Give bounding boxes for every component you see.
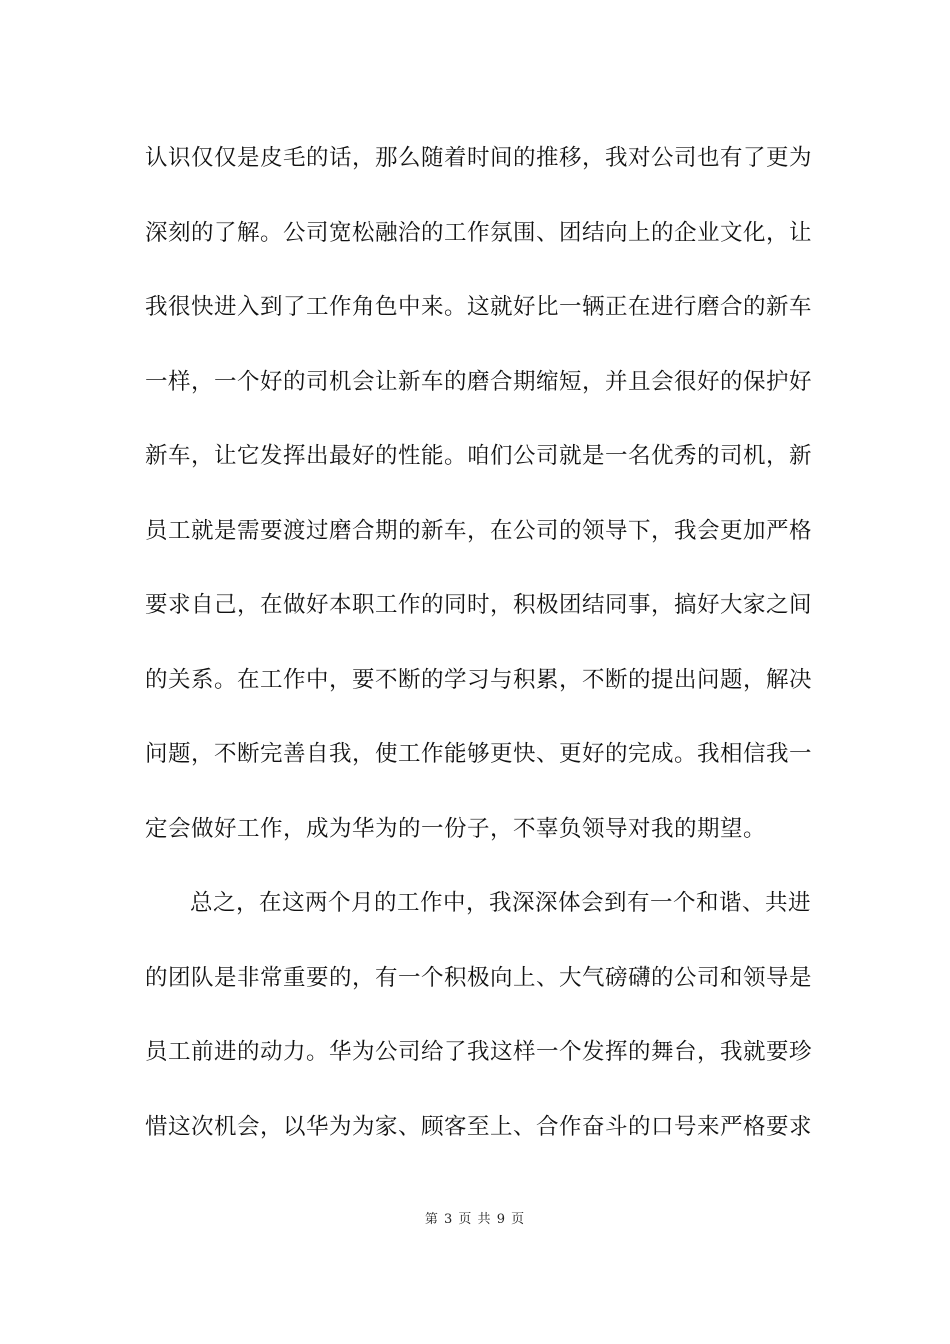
- text-line: 员工前进的动力。华为公司给了我这样一个发挥的舞台，我就要珍: [145, 1039, 813, 1065]
- text-line: 要求自己，在做好本职工作的同时，积极团结同事，搞好大家之间: [145, 592, 813, 618]
- text-line: 惜这次机会，以华为为家、顾客至上、合作奋斗的口号来严格要求: [145, 1113, 813, 1140]
- text-line: 新车，让它发挥出最好的性能。咱们公司就是一名优秀的司机，新: [145, 443, 813, 469]
- body-text: [145, 132, 813, 1175]
- text-line: 深刻的了解。公司宽松融洽的工作氛围、团结向上的企业文化，让: [145, 219, 813, 246]
- text-line: 的团队是非常重要的，有一个积极向上、大气磅礴的公司和领导是: [145, 964, 813, 991]
- text-line: 问题，不断完善自我，使工作能够更快、更好的完成。我相信我一: [145, 741, 813, 767]
- text-line: 一样，一个好的司机会让新车的磨合期缩短，并且会很好的保护好: [145, 368, 813, 395]
- text-line: 员工就是需要渡过磨合期的新车，在公司的领导下，我会更加严格: [145, 517, 813, 544]
- page-number-footer: 第 3 页 共 9 页: [424, 1212, 526, 1227]
- text-line: 定会做好工作，成为华为的一份子，不辜负领导对我的期望。: [145, 815, 767, 842]
- text-line: 认识仅仅是皮毛的话，那么随着时间的推移，我对公司也有了更为: [145, 145, 813, 171]
- paragraph-start-line: 总之，在这两个月的工作中，我深深体会到有一个和谐、共进: [190, 890, 812, 916]
- text-line: 我很快进入到了工作角色中来。这就好比一辆正在进行磨合的新车: [145, 294, 813, 320]
- text-line: 的关系。在工作中，要不断的学习与积累，不断的提出问题，解决: [145, 666, 813, 693]
